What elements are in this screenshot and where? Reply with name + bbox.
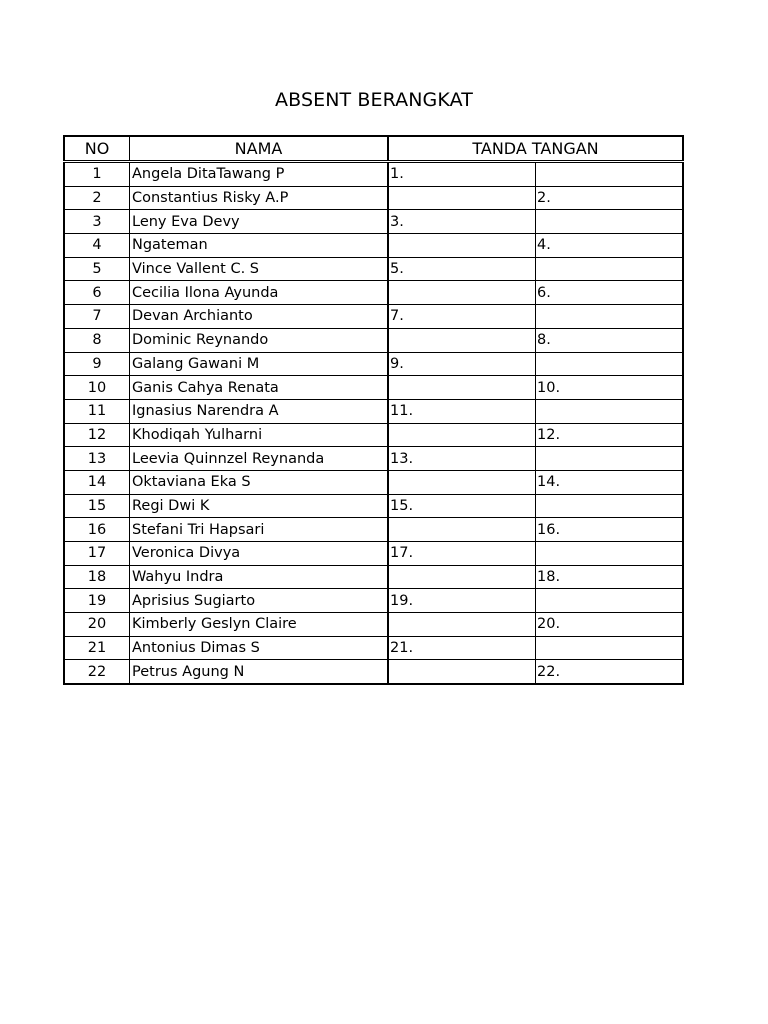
row-number: 1: [64, 162, 130, 187]
row-signature-right: 22.: [536, 660, 684, 684]
table-row: [64, 660, 683, 684]
row-signature-left: [388, 470, 536, 494]
row-name: Regi Dwi K: [130, 494, 389, 518]
row-number: 20: [64, 613, 130, 637]
table-row: [64, 186, 683, 210]
row-number: 3: [64, 210, 130, 234]
row-signature-left: [388, 376, 536, 400]
row-number: 10: [64, 376, 130, 400]
row-signature-right: [536, 447, 684, 471]
row-signature-left: 9.: [388, 352, 536, 376]
table-row: [64, 352, 683, 376]
row-number: 14: [64, 470, 130, 494]
row-signature-left: 19.: [388, 589, 536, 613]
row-name: Leny Eva Devy: [130, 210, 389, 234]
row-signature-left: 3.: [388, 210, 536, 234]
row-signature-right: 14.: [536, 470, 684, 494]
row-name: Wahyu Indra: [130, 565, 389, 589]
row-name: Aprisius Sugiarto: [130, 589, 389, 613]
row-signature-right: 6.: [536, 281, 684, 305]
header-nama: NAMA: [130, 136, 389, 162]
row-signature-left: [388, 281, 536, 305]
table-row: [64, 613, 683, 637]
row-signature-right: [536, 399, 684, 423]
table-row: [64, 234, 683, 258]
row-signature-left: [388, 660, 536, 684]
row-number: 15: [64, 494, 130, 518]
row-signature-right: [536, 305, 684, 329]
table-row: [64, 542, 683, 566]
row-number: 18: [64, 565, 130, 589]
row-signature-right: 10.: [536, 376, 684, 400]
table-row: [64, 565, 683, 589]
row-signature-left: [388, 613, 536, 637]
row-name: Cecilia Ilona Ayunda: [130, 281, 389, 305]
table-row: [64, 376, 683, 400]
header-no: NO: [64, 136, 130, 162]
row-name: Veronica Divya: [130, 542, 389, 566]
row-signature-left: [388, 423, 536, 447]
row-number: 2: [64, 186, 130, 210]
row-signature-left: 17.: [388, 542, 536, 566]
row-number: 21: [64, 636, 130, 660]
row-number: 22: [64, 660, 130, 684]
row-signature-left: 13.: [388, 447, 536, 471]
table-row: [64, 305, 683, 329]
row-signature-left: 1.: [388, 162, 536, 187]
table-row: [64, 518, 683, 542]
row-name: Ignasius Narendra A: [130, 399, 389, 423]
row-signature-left: 5.: [388, 257, 536, 281]
row-name: Galang Gawani M: [130, 352, 389, 376]
row-name: Leevia Quinnzel Reynanda: [130, 447, 389, 471]
row-number: 5: [64, 257, 130, 281]
row-signature-right: [536, 589, 684, 613]
row-signature-left: 21.: [388, 636, 536, 660]
table-row: [64, 281, 683, 305]
row-number: 16: [64, 518, 130, 542]
table-row: [64, 447, 683, 471]
table-row: [64, 494, 683, 518]
row-signature-right: 8.: [536, 328, 684, 352]
row-signature-right: [536, 494, 684, 518]
table-row: [64, 399, 683, 423]
table-row: [64, 210, 683, 234]
row-number: 7: [64, 305, 130, 329]
row-signature-left: [388, 234, 536, 258]
attendance-table: [63, 135, 684, 685]
row-signature-left: 11.: [388, 399, 536, 423]
table-row: [64, 589, 683, 613]
row-name: Petrus Agung N: [130, 660, 389, 684]
row-signature-right: 18.: [536, 565, 684, 589]
row-number: 4: [64, 234, 130, 258]
row-name: Constantius Risky A.P: [130, 186, 389, 210]
row-signature-left: [388, 565, 536, 589]
row-signature-right: 20.: [536, 613, 684, 637]
row-signature-left: [388, 328, 536, 352]
row-name: Devan Archianto: [130, 305, 389, 329]
row-name: Antonius Dimas S: [130, 636, 389, 660]
row-name: Oktaviana Eka S: [130, 470, 389, 494]
row-signature-left: [388, 186, 536, 210]
header-row: [64, 136, 683, 162]
row-number: 17: [64, 542, 130, 566]
row-name: Kimberly Geslyn Claire: [130, 613, 389, 637]
row-signature-left: 15.: [388, 494, 536, 518]
row-signature-right: 2.: [536, 186, 684, 210]
row-signature-right: [536, 257, 684, 281]
row-number: 6: [64, 281, 130, 305]
row-signature-right: 12.: [536, 423, 684, 447]
row-number: 13: [64, 447, 130, 471]
table-row: [64, 328, 683, 352]
row-name: Khodiqah Yulharni: [130, 423, 389, 447]
row-name: Dominic Reynando: [130, 328, 389, 352]
row-signature-right: [536, 542, 684, 566]
row-name: Angela DitaTawang P: [130, 162, 389, 187]
row-name: Ganis Cahya Renata: [130, 376, 389, 400]
row-signature-right: [536, 210, 684, 234]
row-signature-left: [388, 518, 536, 542]
table-row: [64, 636, 683, 660]
row-number: 12: [64, 423, 130, 447]
table-row: [64, 423, 683, 447]
row-signature-right: [536, 352, 684, 376]
table-row: [64, 470, 683, 494]
row-number: 9: [64, 352, 130, 376]
header-tanda-tangan: TANDA TANGAN: [388, 136, 683, 162]
row-signature-right: 4.: [536, 234, 684, 258]
row-number: 19: [64, 589, 130, 613]
row-signature-right: [536, 162, 684, 187]
row-name: Vince Vallent C. S: [130, 257, 389, 281]
table-row: [64, 257, 683, 281]
row-signature-right: [536, 636, 684, 660]
row-number: 8: [64, 328, 130, 352]
row-signature-right: 16.: [536, 518, 684, 542]
page-title: ABSENT BERANGKAT: [275, 89, 473, 111]
row-number: 11: [64, 399, 130, 423]
row-name: Ngateman: [130, 234, 389, 258]
row-name: Stefani Tri Hapsari: [130, 518, 389, 542]
row-signature-left: 7.: [388, 305, 536, 329]
table-row: [64, 162, 683, 187]
